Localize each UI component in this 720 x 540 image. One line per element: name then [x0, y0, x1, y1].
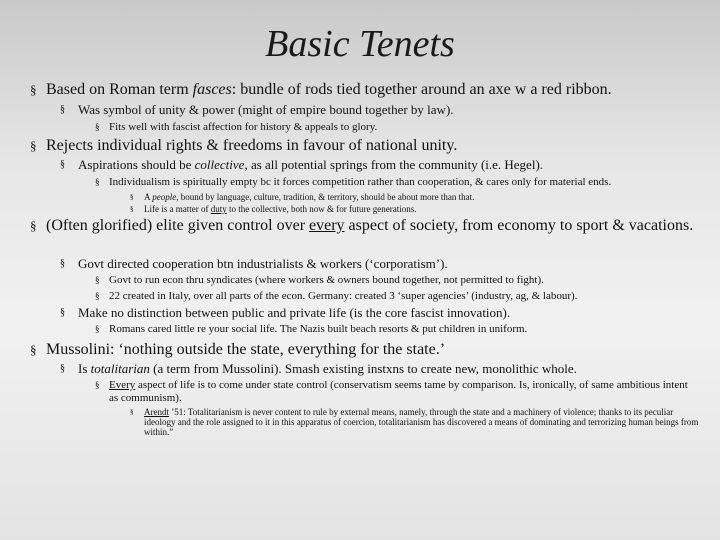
bullet-text: A people, bound by language, culture, tradition, & territory, should be about more than that. — [144, 192, 475, 202]
bullet-text: Govt directed cooperation btn industrialists & workers (‘corporatism’). — [78, 256, 448, 271]
sub-bullet-romans-nazis — [95, 323, 705, 336]
bullet-mussolini-quote — [30, 341, 700, 359]
bullet-text: Every aspect of life is to come under state control (conservatism seems tame by comparison. Is, ironically, of same ambitious intent as communism). — [109, 379, 688, 404]
bullet-marker: § — [95, 275, 100, 285]
bullet-text: Is totalitarian (a term from Mussolini). Smash existing instxns to create new, monolithic whole. — [78, 361, 577, 376]
bullet-marker: § — [60, 307, 65, 318]
sub-bullet-public-private — [60, 305, 700, 320]
bullet-marker: § — [130, 408, 134, 416]
bullet-marker: § — [95, 380, 100, 390]
sub-bullet-fascist-affection — [95, 121, 700, 134]
bullet-text: Rejects individual rights & freedoms in favour of national unity. — [46, 137, 458, 154]
bullet-marker: § — [95, 122, 100, 132]
bullet-text: 22 created in Italy, over all parts of the econ. Germany: created 3 ‘super agencies’ (industry, ag, & labour). — [109, 290, 578, 302]
sub-bullet-symbol-unity — [60, 102, 700, 117]
bullet-text: Make no distinction between public and private life (is the core fascist innovation). — [78, 305, 511, 320]
sub-bullet-a-people — [130, 192, 700, 202]
bullet-text: (Often glorified) elite given control over every aspect of society, from economy to sport & vacations. — [46, 217, 694, 234]
sub-bullet-individualism — [95, 176, 705, 189]
bullet-marker: § — [130, 205, 134, 213]
bullet-text: Govt to run econ thru syndicates (where workers & owners bound together, not permitted to fight). — [109, 274, 544, 286]
bullet-marker: § — [130, 193, 134, 201]
sub-bullet-every-aspect — [95, 379, 695, 405]
sub-bullet-duty — [130, 204, 700, 214]
bullet-marker: § — [30, 82, 37, 97]
bullet-text: Mussolini: ‘nothing outside the state, everything for the state.’ — [46, 341, 446, 358]
bullet-text: Based on Roman term fasces: bundle of rods tied together around an axe w a red ribbon. — [46, 81, 612, 98]
bullet-elite-control — [30, 217, 710, 235]
bullet-marker: § — [30, 342, 37, 357]
slide-title: Basic Tenets — [265, 23, 455, 65]
bullet-marker: § — [95, 177, 100, 187]
bullet-text: Fits well with fascist affection for history & appeals to glory. — [109, 121, 378, 133]
sub-bullet-arendt — [130, 407, 705, 437]
bullet-text: Romans cared little re your social life. The Nazis built beach resorts & put children in uniform. — [109, 323, 528, 335]
bullet-marker: § — [60, 104, 65, 115]
bullet-marker: § — [95, 324, 100, 334]
sub-bullet-aspirations — [60, 157, 700, 172]
bullet-text: Aspirations should be collective, as all potential springs from the community (i.e. Hegel). — [78, 157, 544, 172]
bullet-text: Arendt ’51: Totalitarianism is never content to rule by external means, namely, through the state and a machinery of violence; thanks to its peculiar ideology and the role assigned to it in this apparatus of coercion, totalitarianism has discovered a means of dominating and terrorizing human beings from within.” — [144, 407, 699, 437]
bullet-marker: § — [30, 218, 37, 233]
bullet-marker: § — [60, 258, 65, 269]
bullet-text: Life is a matter of duty to the collective, both now & for future generations. — [144, 204, 417, 214]
bullet-marker: § — [60, 159, 65, 170]
bullet-marker: § — [30, 138, 37, 153]
sub-bullet-italy-germany — [95, 290, 710, 303]
bullet-marker: § — [95, 291, 100, 301]
sub-bullet-corporatism — [60, 256, 700, 271]
bullet-marker: § — [60, 363, 65, 374]
bullet-text: Was symbol of unity & power (might of empire bound together by law). — [78, 102, 454, 117]
sub-bullet-totalitarian — [60, 361, 700, 376]
bullet-roman-fasces — [30, 81, 700, 99]
bullet-rejects-individual-rights — [30, 137, 700, 155]
bullet-text: Individualism is spiritually empty bc it forces competition rather than cooperation, & cares only for material ends. — [109, 176, 612, 188]
sub-bullet-syndicates — [95, 274, 705, 287]
